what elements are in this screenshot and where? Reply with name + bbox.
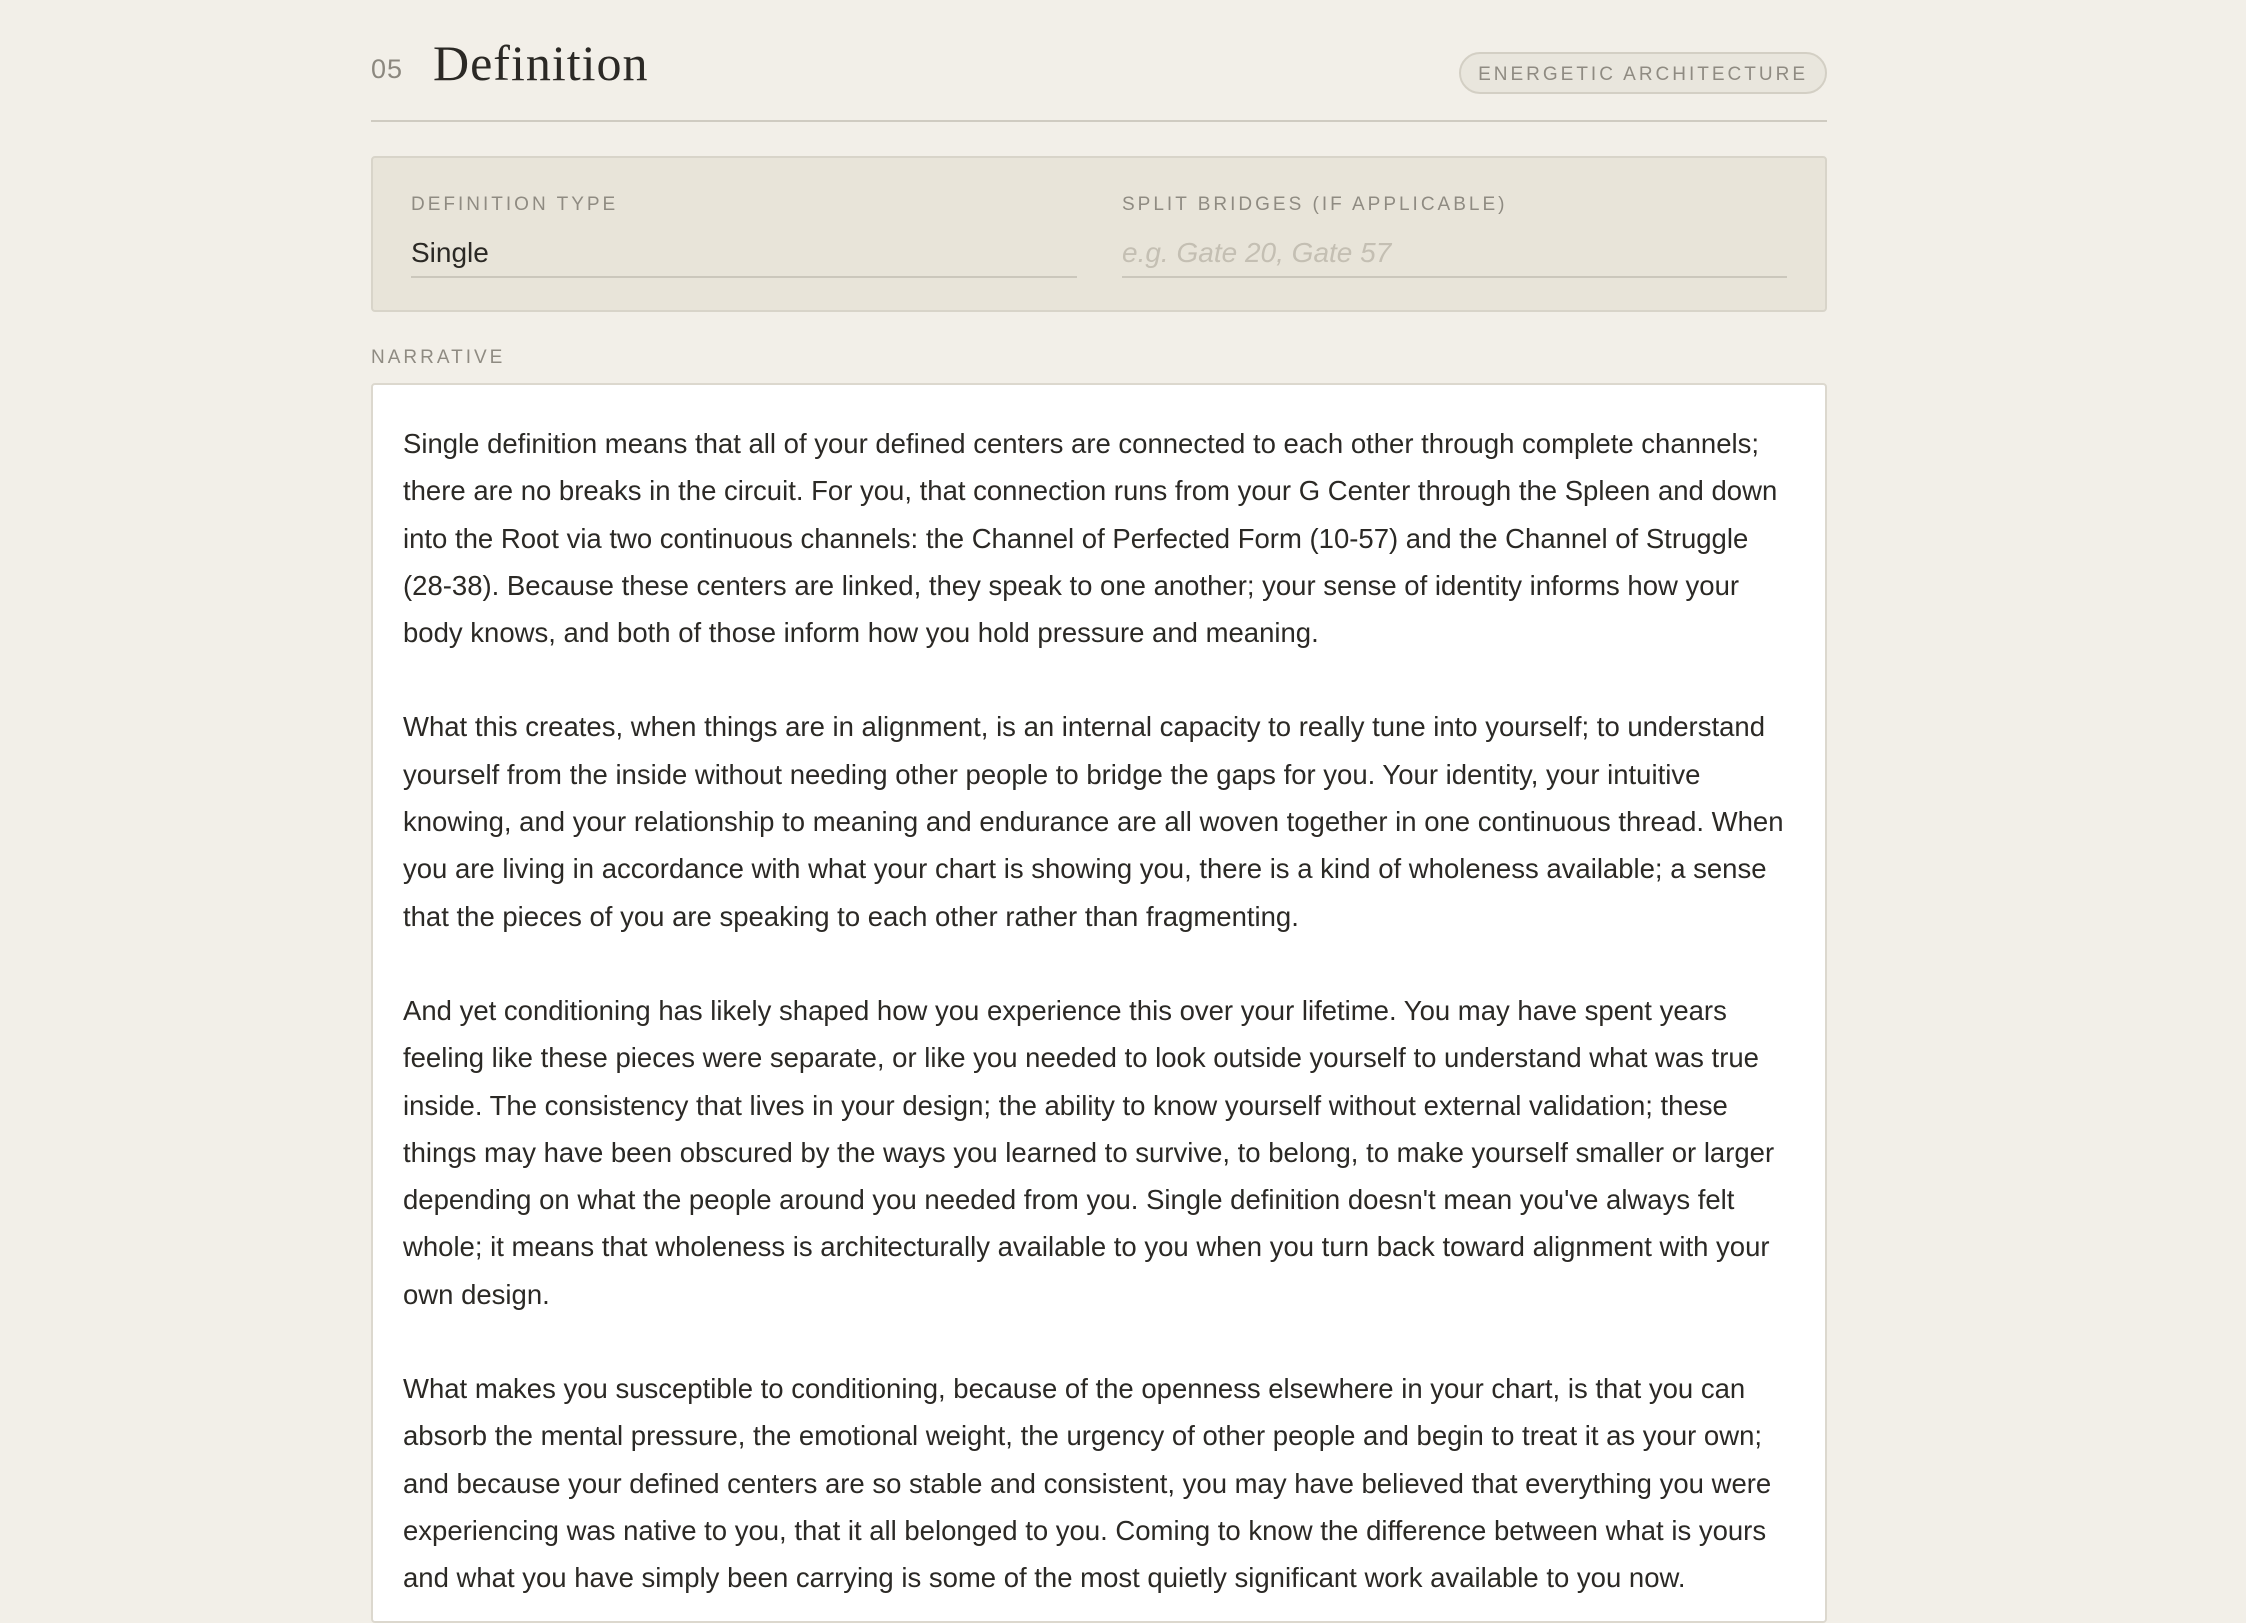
split-bridges-input[interactable] bbox=[1122, 230, 1787, 278]
narrative-label: NARRATIVE bbox=[371, 347, 506, 368]
narrative-paragraph: And yet conditioning has likely shaped how you experience this over your lifetime. You may have spent years feeling like these pieces were separate, or like you needed to look outside yourself to understand what was true inside. The consistency that lives in your design; the ability to know yourself without external validation; these things may have been obscured by the ways you learned to survive, to belong, to make yourself smaller or larger depending on what the people around you needed from you. Single definition doesn't mean you've always felt whole; it means that wholeness is architecturally available to you when you turn back toward alignment with your own design. bbox=[403, 994, 1775, 1310]
narrative-paragraph: Single definition means that all of your defined centers are connected to each other through complete channels; there are no breaks in the circuit. For you, that connection runs from your G Center through the Spleen and down into the Root via two continuous channels: the Channel of Perfected Form (10-57) and the Channel of Struggle (28-38). Because these centers are linked, they speak to one another; your sense of identity informs how your body knows, and both of those inform how you hold pressure and meaning. bbox=[403, 428, 1778, 649]
section-title: Definition bbox=[433, 35, 649, 91]
definition-type-field bbox=[411, 194, 1077, 278]
section-tag-badge: ENERGETIC ARCHITECTURE bbox=[1459, 52, 1827, 94]
definition-fields-panel bbox=[371, 156, 1827, 312]
split-bridges-label: SPLIT BRIDGES (IF APPLICABLE) bbox=[1122, 194, 1508, 215]
narrative-paragraph: What this creates, when things are in alignment, is an internal capacity to really tune into yourself; to understand yourself from the inside without needing other people to bridge the gaps for you. Your identity, your intuitive knowing, and your relationship to meaning and endurance are all woven together in one continuous thread. When you are living in accordance with what your chart is showing you, there is a kind of wholeness available; a sense that the pieces of you are speaking to each other rather than fragmenting. bbox=[403, 711, 1784, 932]
narrative-textarea[interactable] bbox=[371, 383, 1827, 1623]
split-bridges-field bbox=[1122, 194, 1787, 278]
section-number: 05 bbox=[371, 54, 404, 84]
narrative-paragraph: What makes you susceptible to conditioning, because of the openness elsewhere in your chart, is that you can absorb the mental pressure, the emotional weight, the urgency of other people and begin to treat it as your own; and because your defined centers are so stable and consistent, you may have believed that everything you were experiencing was native to you, that it all belonged to you. Coming to know the difference between what is yours and what you have simply been carrying is some of the most quietly significant work available to you now. bbox=[403, 1373, 1772, 1594]
definition-section bbox=[371, 0, 1827, 1594]
definition-type-input[interactable] bbox=[411, 230, 1077, 278]
definition-type-label: DEFINITION TYPE bbox=[411, 194, 619, 215]
section-header bbox=[371, 0, 1827, 122]
